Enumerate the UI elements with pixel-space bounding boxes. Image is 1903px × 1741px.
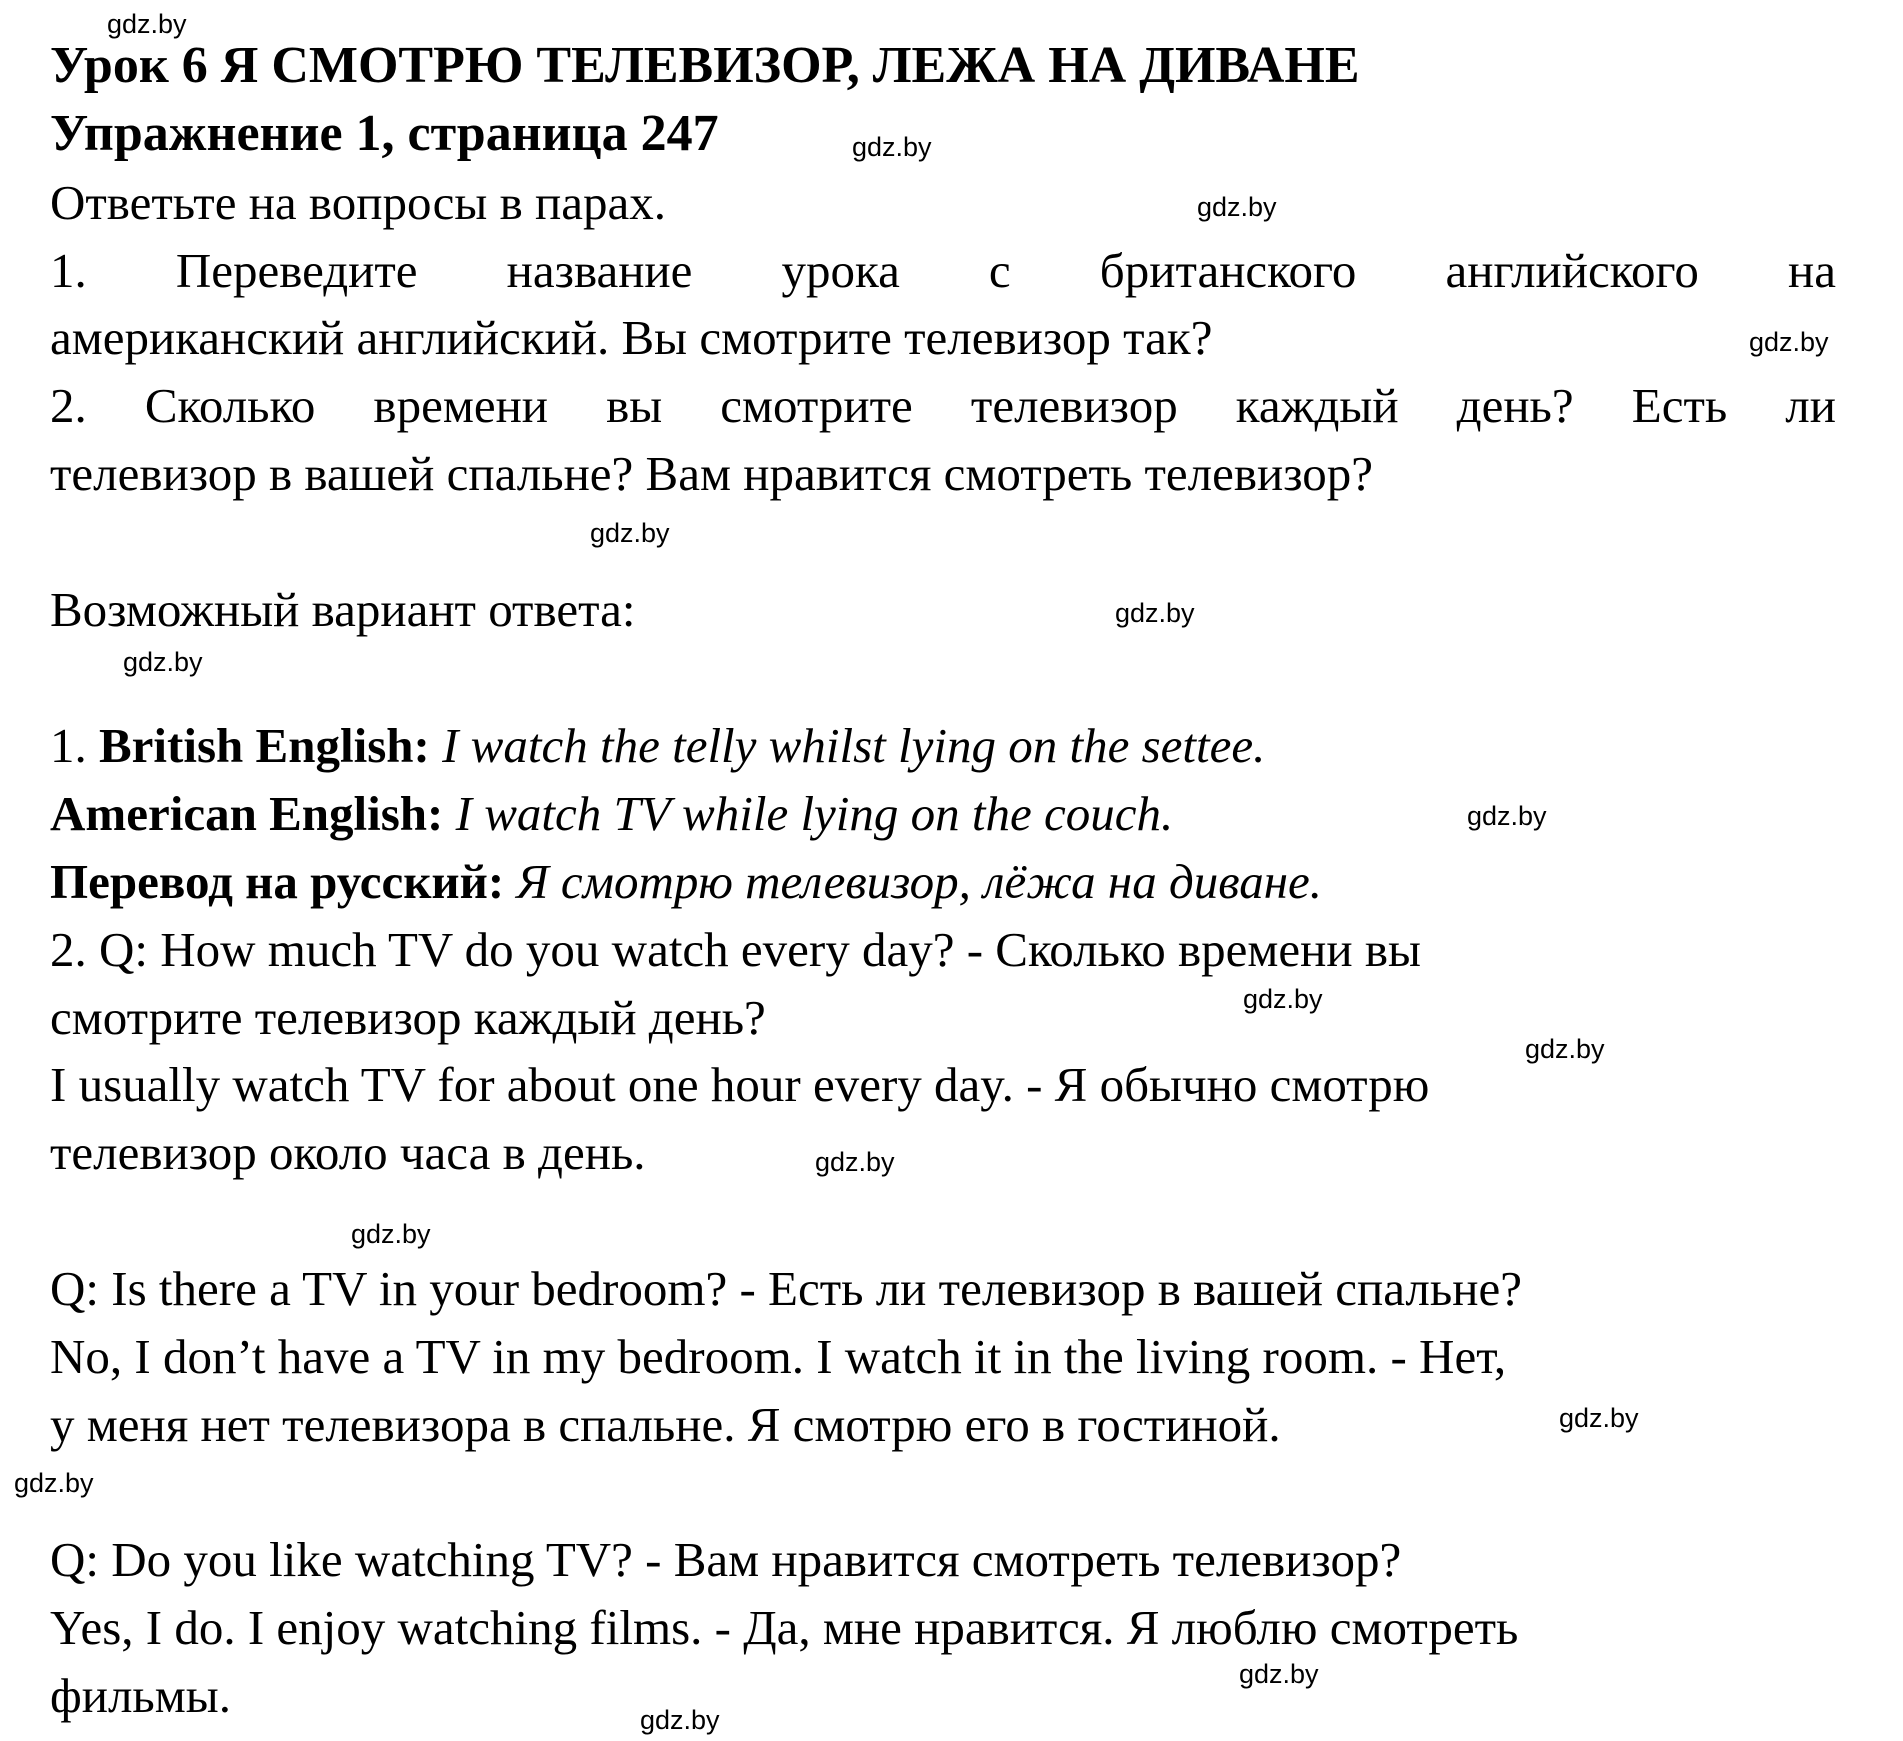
watermark: gdz.by <box>1559 1403 1639 1433</box>
russian-translation-sentence: Я смотрю телевизор, лёжа на диване. <box>516 854 1323 909</box>
watermark: gdz.by <box>1239 1659 1319 1689</box>
watermark: gdz.by <box>1749 327 1829 357</box>
answer-2-question-1-line-2: смотрите телевизор каждый день? <box>50 990 766 1045</box>
task-question-2-line-1: 2. Сколько времени вы смотрите телевизор каждый день? Есть ли <box>50 378 1836 433</box>
exercise-title: Упражнение 1, страница 247 <box>50 105 719 162</box>
task-instruction: Ответьте на вопросы в парах. <box>50 175 666 230</box>
american-english-label: American English: <box>50 786 444 841</box>
answer-2-question-1-line-1: 2. Q: How much TV do you watch every day? - Сколько времени вы <box>50 922 1421 977</box>
answer-1-british <box>50 718 1266 773</box>
watermark: gdz.by <box>14 1468 94 1498</box>
answer-2-reply-2-line-2: у меня нет телевизора в спальне. Я смотрю его в гостиной. <box>50 1397 1281 1452</box>
watermark: gdz.by <box>123 647 203 677</box>
british-english-label: British English: <box>99 718 430 773</box>
watermark: gdz.by <box>852 132 932 162</box>
answer-2-reply-1-line-2: телевизор около часа в день. <box>50 1125 646 1180</box>
lesson-title: Урок 6 Я СМОТРЮ ТЕЛЕВИЗОР, ЛЕЖА НА ДИВАНЕ <box>50 37 1360 94</box>
answer-2-question-3: Q: Do you like watching TV? - Вам нравится смотреть телевизор? <box>50 1532 1402 1587</box>
answer-1-russian <box>50 854 1323 909</box>
answer-1-american <box>50 786 1174 841</box>
task-question-1-line-2: американский английский. Вы смотрите телевизор так? <box>50 310 1213 365</box>
russian-translation-label: Перевод на русский: <box>50 854 505 909</box>
american-english-sentence: I watch TV while lying on the couch. <box>455 786 1174 841</box>
answer-heading: Возможный вариант ответа: <box>50 582 636 637</box>
answer-2-reply-1-line-1: I usually watch TV for about one hour every day. - Я обычно смотрю <box>50 1057 1430 1112</box>
watermark: gdz.by <box>351 1219 431 1249</box>
task-question-1-line-1: 1. Переведите название урока с британского английского на <box>50 243 1836 298</box>
answer-1-number: 1. <box>50 718 99 773</box>
answer-2-reply-3-line-1: Yes, I do. I enjoy watching films. - Да, мне нравится. Я люблю смотреть <box>50 1600 1519 1655</box>
watermark: gdz.by <box>1243 984 1323 1014</box>
watermark: gdz.by <box>815 1147 895 1177</box>
watermark: gdz.by <box>1467 801 1547 831</box>
watermark: gdz.by <box>1525 1034 1605 1064</box>
watermark: gdz.by <box>1197 192 1277 222</box>
answer-2-question-2: Q: Is there a TV in your bedroom? - Есть ли телевизор в вашей спальне? <box>50 1261 1522 1316</box>
watermark: gdz.by <box>590 518 670 548</box>
british-english-sentence: I watch the telly whilst lying on the settee. <box>442 718 1266 773</box>
watermark: gdz.by <box>1115 598 1195 628</box>
answer-2-reply-3-line-2: фильмы. <box>50 1668 231 1723</box>
watermark: gdz.by <box>640 1705 720 1735</box>
task-question-2-line-2: телевизор в вашей спальне? Вам нравится смотреть телевизор? <box>50 446 1374 501</box>
answer-2-reply-2-line-1: No, I don’t have a TV in my bedroom. I watch it in the living room. - Нет, <box>50 1329 1507 1384</box>
watermark: gdz.by <box>107 9 187 39</box>
